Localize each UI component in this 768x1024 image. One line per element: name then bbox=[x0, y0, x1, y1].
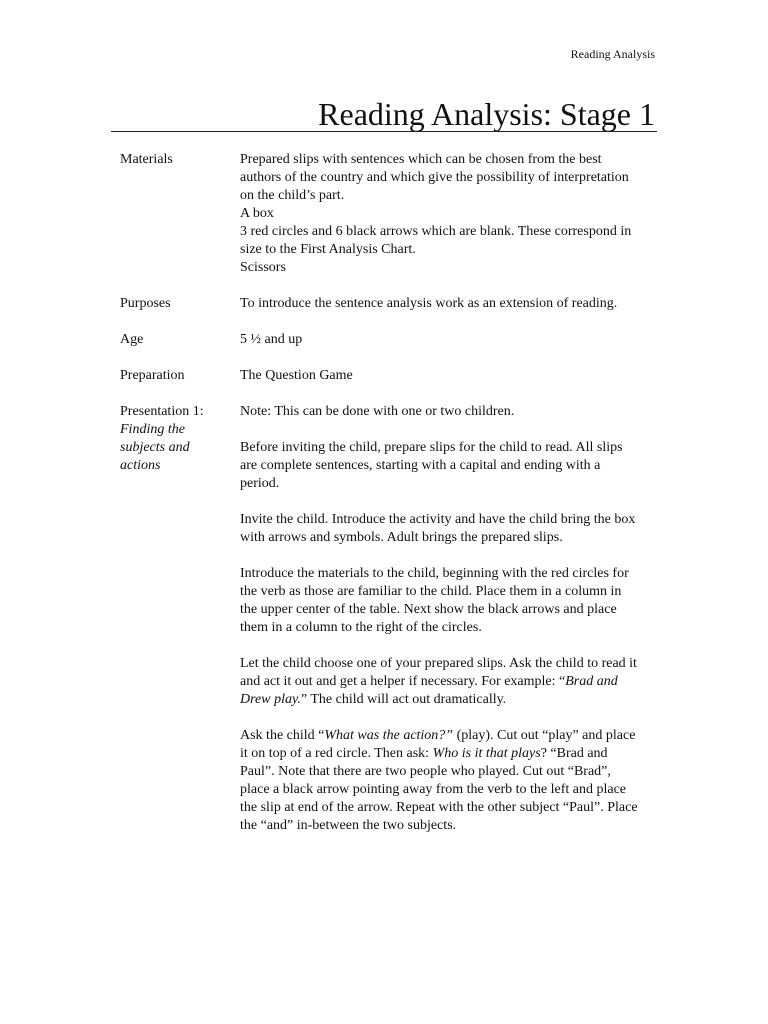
question-text: Who is it that plays bbox=[432, 746, 541, 761]
materials-line: on the child’s part. bbox=[240, 188, 345, 203]
example-sentence-text: Drew play. bbox=[240, 692, 301, 707]
paragraph-line: with arrows and symbols. Adult brings the prepared slips. bbox=[240, 530, 563, 545]
paragraph-line bbox=[240, 691, 680, 709]
paragraph-line: Paul”. Note that there are two people who played. Cut out “Brad”, bbox=[240, 764, 611, 779]
presentation-sublabel-line: actions bbox=[120, 458, 161, 473]
age-content: 5 ½ and up bbox=[240, 332, 303, 347]
presentation-sublabel-line: subjects and bbox=[120, 440, 190, 455]
age-label: Age bbox=[120, 332, 144, 347]
question-text: What was the action?” bbox=[324, 728, 454, 743]
text-run: ” The child will act out dramatically. bbox=[300, 692, 507, 707]
paragraph-line: Invite the child. Introduce the activity and have the child bring the box bbox=[240, 512, 636, 527]
purposes-content: To introduce the sentence analysis work as an extension of reading. bbox=[240, 296, 618, 311]
presentation-paragraph-invite bbox=[240, 511, 680, 547]
preparation-label: Preparation bbox=[120, 368, 185, 383]
purposes-label: Purposes bbox=[120, 296, 171, 311]
text-run: (play). Cut out “play” and place bbox=[453, 728, 636, 743]
purposes-section bbox=[120, 295, 680, 313]
paragraph-line: the verb as those are familiar to the child. Place them in a column in bbox=[240, 584, 622, 599]
paragraph-line: the slip at end of the arrow. Repeat with the other subject “Paul”. Place bbox=[240, 800, 638, 815]
presentation-paragraph-introduce bbox=[240, 565, 680, 637]
materials-content bbox=[240, 151, 680, 277]
presentation-section bbox=[120, 403, 680, 835]
running-header: Reading Analysis bbox=[570, 47, 655, 61]
presentation-paragraph-choose bbox=[240, 655, 680, 709]
materials-line: authors of the country and which give the possibility of interpretation bbox=[240, 170, 629, 185]
presentation-label: Presentation 1: bbox=[120, 404, 204, 419]
paragraph-line bbox=[240, 673, 680, 691]
paragraph-line bbox=[240, 745, 680, 763]
paragraph-line: the “and” in-between the two subjects. bbox=[240, 818, 457, 833]
text-run: it on top of a red circle. Then ask: bbox=[240, 746, 433, 761]
presentation-paragraph-ask bbox=[240, 727, 680, 835]
materials-section bbox=[120, 151, 680, 277]
materials-line: size to the First Analysis Chart. bbox=[240, 242, 416, 257]
text-run: Ask the child “ bbox=[240, 728, 325, 743]
paragraph-line: are complete sentences, starting with a capital and ending with a bbox=[240, 458, 601, 473]
paragraph-line bbox=[240, 727, 680, 745]
text-run: and act it out and get a helper if necessary. For example: “ bbox=[240, 674, 566, 689]
paragraph-line: place a black arrow pointing away from the verb to the left and place bbox=[240, 782, 627, 797]
age-section bbox=[120, 331, 680, 349]
paragraph-line: period. bbox=[240, 476, 280, 491]
example-sentence-text: Brad and bbox=[565, 674, 618, 689]
materials-line: 3 red circles and 6 black arrows which are blank. These correspond in bbox=[240, 224, 632, 239]
paragraph-line: Before inviting the child, prepare slips for the child to read. All slips bbox=[240, 440, 623, 455]
paragraph-line: Introduce the materials to the child, beginning with the red circles for bbox=[240, 566, 629, 581]
text-run: ? “Brad and bbox=[540, 746, 608, 761]
lesson-sections bbox=[120, 151, 680, 853]
materials-line: A box bbox=[240, 206, 274, 221]
page-title: Reading Analysis: Stage 1 bbox=[318, 96, 655, 132]
paragraph-line: the upper center of the table. Next show the black arrows and place bbox=[240, 602, 617, 617]
preparation-section bbox=[120, 367, 680, 385]
materials-label: Materials bbox=[120, 152, 173, 167]
presentation-sublabel-line: Finding the bbox=[120, 422, 185, 437]
paragraph-line: them in a column to the right of the circles. bbox=[240, 620, 482, 635]
paragraph-line: Let the child choose one of your prepared slips. Ask the child to read it bbox=[240, 656, 637, 671]
preparation-content: The Question Game bbox=[240, 368, 353, 383]
materials-line: Prepared slips with sentences which can be chosen from the best bbox=[240, 152, 602, 167]
presentation-label-block bbox=[120, 403, 240, 835]
presentation-content bbox=[240, 403, 680, 835]
presentation-note: Note: This can be done with one or two children. bbox=[240, 404, 515, 419]
materials-line: Scissors bbox=[240, 260, 286, 275]
presentation-paragraph-prepare bbox=[240, 439, 680, 493]
title-divider bbox=[111, 131, 657, 132]
